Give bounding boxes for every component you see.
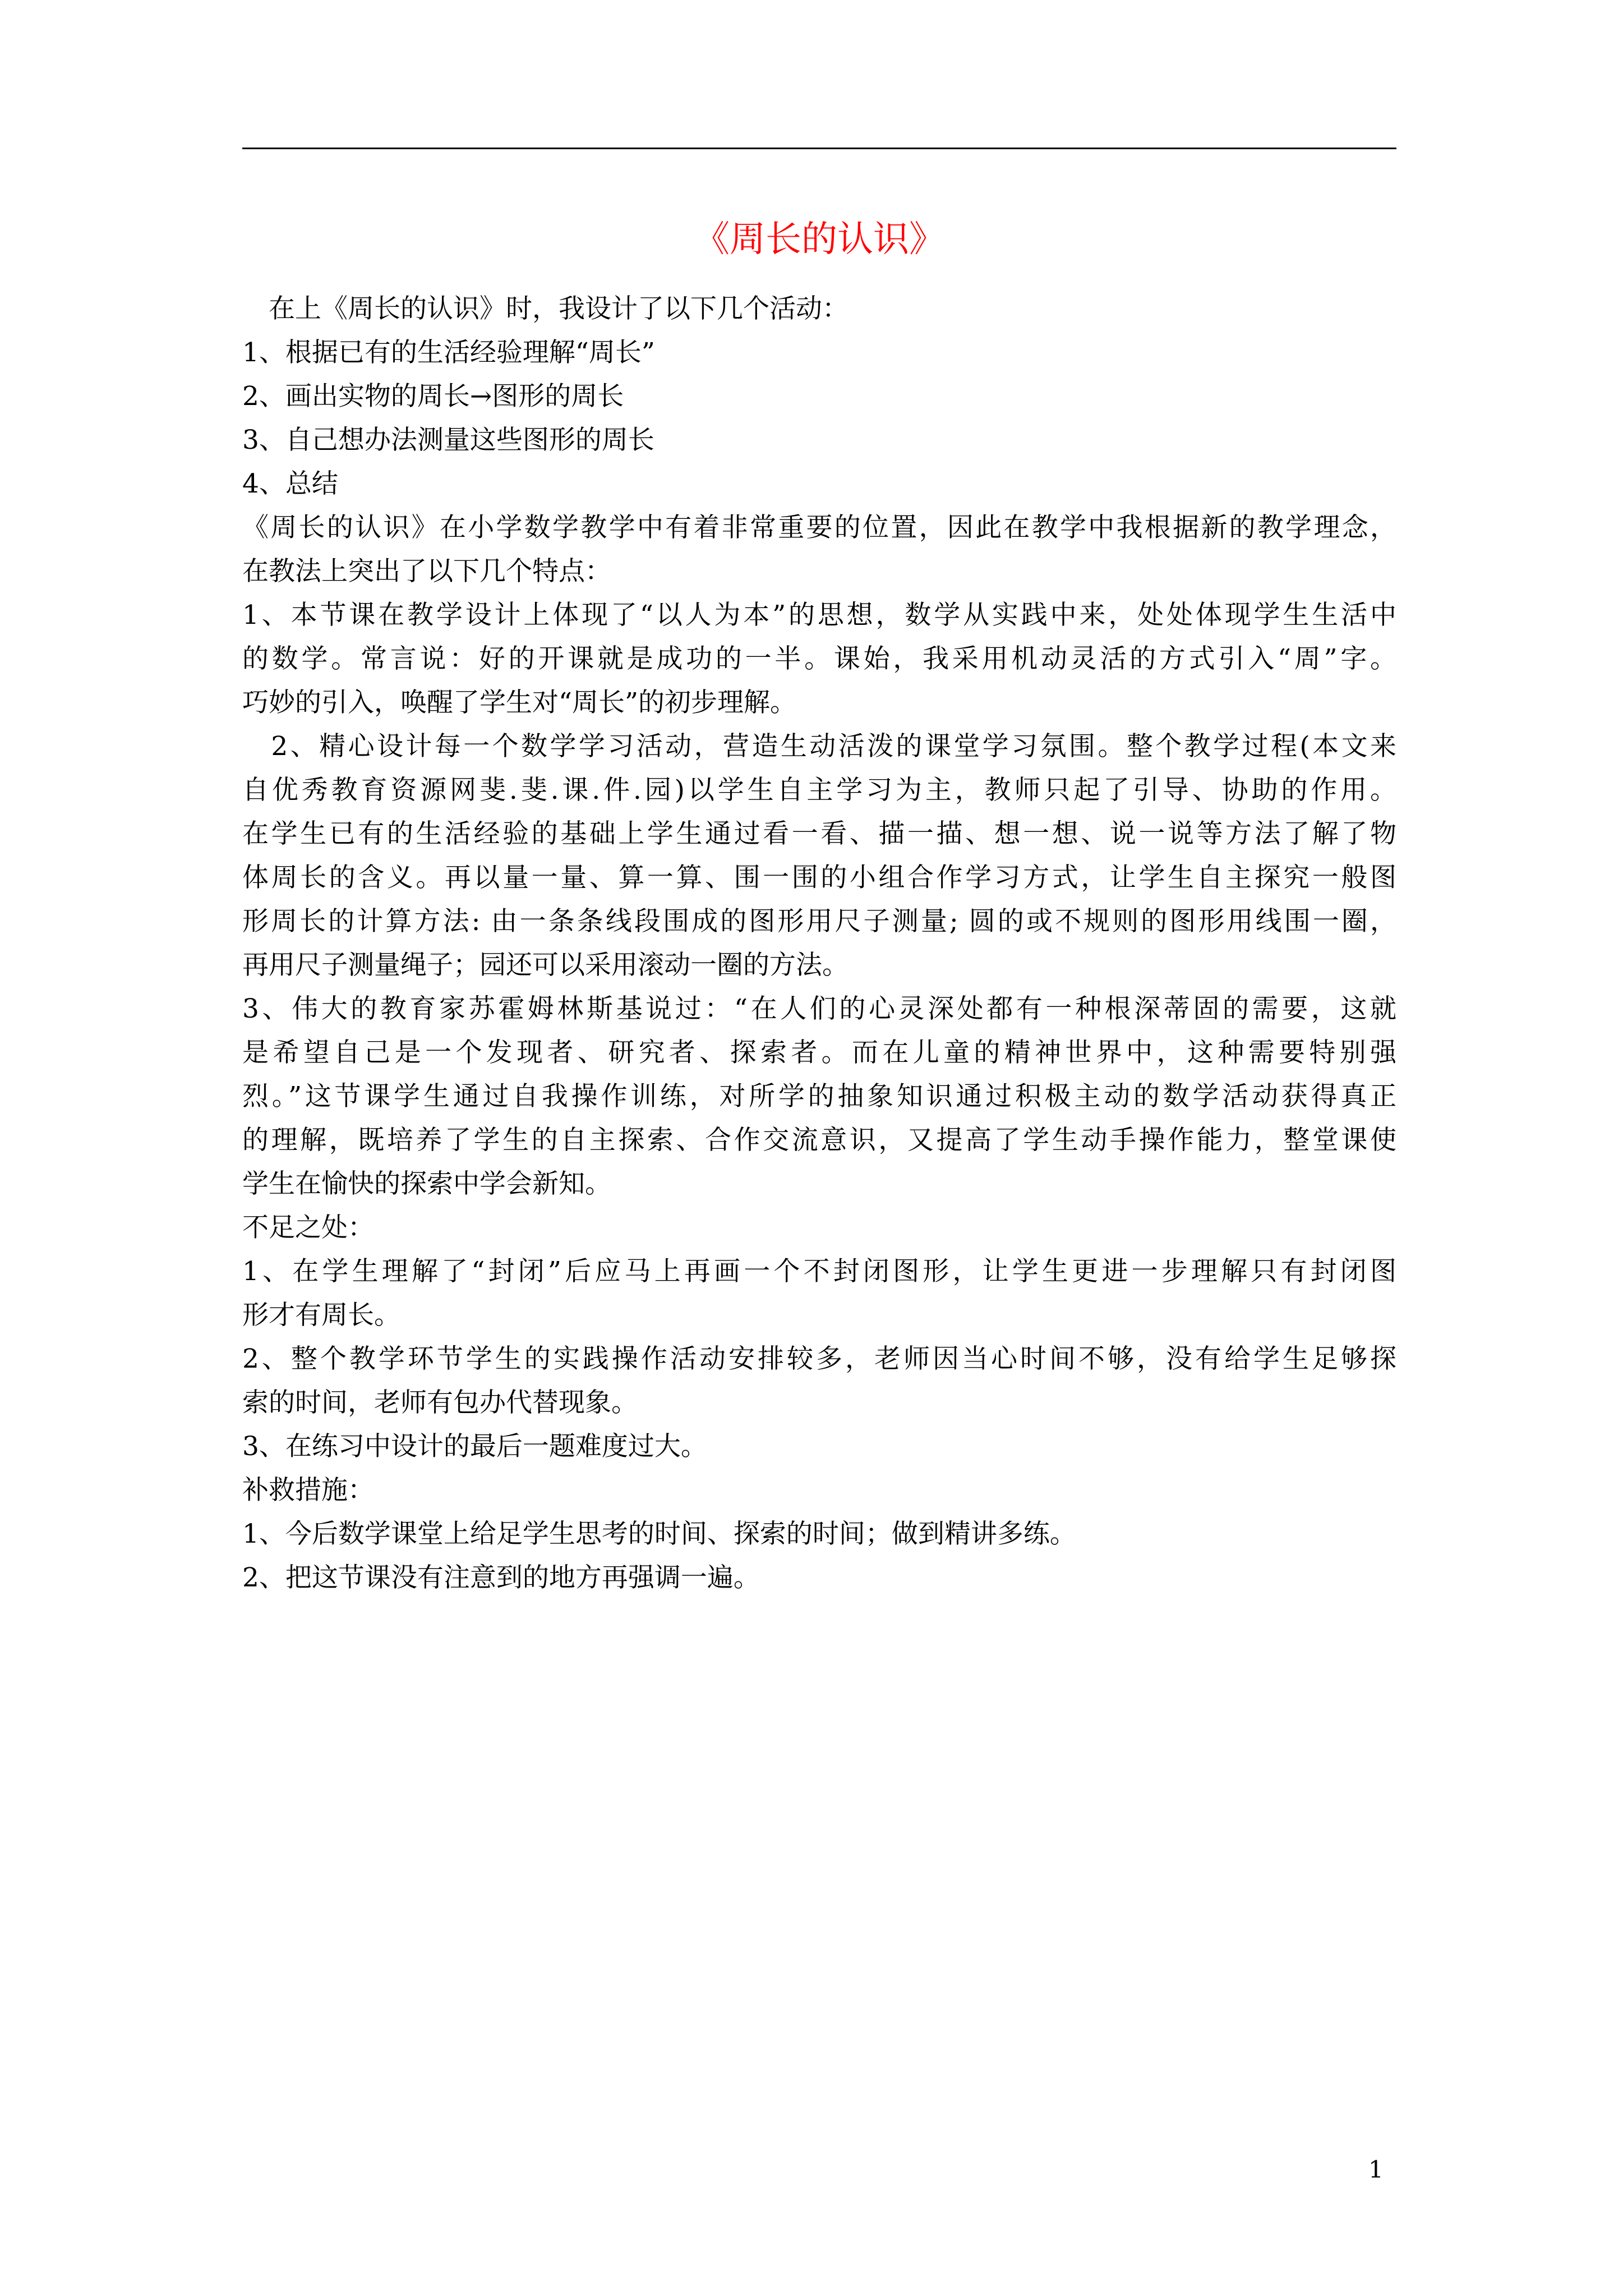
- document-title: 《周长的认识》: [694, 219, 945, 260]
- header-rule: [242, 148, 1396, 149]
- body-line: 在教法上突出了以下几个特点：: [242, 556, 611, 587]
- body-line: 体周长的含义。再以量一量、算一算、围一围的小组合作学习方式，让学生自主探究一般图: [242, 862, 1396, 893]
- body-line: 1、根据已有的生活经验理解“周长”: [242, 337, 655, 368]
- body-line: 学生在愉快的探索中学会新知。: [242, 1168, 611, 1199]
- body-line: 2、画出实物的周长→图形的周长: [242, 381, 624, 412]
- body-line: 烈。”这节课学生通过自我操作训练，对所学的抽象知识通过积极主动的数学活动获得真正: [242, 1081, 1396, 1112]
- body-line: 形周长的计算方法: 由一条条线段围成的图形用尺子测量; 圆的或不规则的图形用线围一圈，: [242, 906, 1396, 937]
- body-line: 2、把这节课没有注意到的地方再强调一遍。: [242, 1562, 760, 1593]
- body-line: 3、伟大的教育家苏霍姆林斯基说过：“在人们的心灵深处都有一种根深蒂固的需要，这就: [242, 993, 1396, 1024]
- body-line: 2、整个教学环节学生的实践操作活动安排较多，老师因当心时间不够，没有给学生足够探: [242, 1343, 1396, 1374]
- body-line: 在学生已有的生活经验的基础上学生通过看一看、描一描、想一想、说一说等方法了解了物: [242, 818, 1396, 849]
- body-line: 索的时间，老师有包办代替现象。: [242, 1387, 638, 1418]
- body-line: 补救措施：: [242, 1475, 374, 1506]
- body-line: 1、本节课在教学设计上体现了“以人为本”的思想，数学从实践中来，处处体现学生生活中: [242, 600, 1396, 631]
- body-line: 再用尺子测量绳子；园还可以采用滚动一圈的方法。: [242, 950, 849, 981]
- body-line: 的理解，既培养了学生的自主探索、合作交流意识，又提高了学生动手操作能力，整堂课使: [242, 1125, 1396, 1156]
- body-line: 不足之处：: [242, 1212, 374, 1243]
- body-line: 4、总结: [242, 468, 338, 499]
- body-line: 2、精心设计每一个数学学习活动，营造生动活泼的课堂学习氛围。整个教学过程(本文来: [242, 731, 1396, 762]
- body-line: 《周长的认识》在小学数学教学中有着非常重要的位置，因此在教学中我根据新的教学理念，: [242, 512, 1396, 543]
- page-number: 1: [1368, 2156, 1384, 2183]
- body-line: 1、在学生理解了“封闭”后应马上再画一个不封闭图形，让学生更进一步理解只有封闭图: [242, 1256, 1396, 1287]
- body-line: 1、今后数学课堂上给足学生思考的时间、探索的时间；做到精讲多练。: [242, 1519, 1076, 1549]
- body-line: 在上《周长的认识》时，我设计了以下几个活动：: [242, 293, 849, 324]
- body-line: 3、自己想办法测量这些图形的周长: [242, 425, 654, 455]
- body-line: 的数学。常言说：好的开课就是成功的一半。课始，我采用机动灵活的方式引入“周”字。: [242, 643, 1396, 674]
- body-line: 形才有周长。: [242, 1300, 400, 1331]
- body-line: 自优秀教育资源网斐.斐.课.件.园)以学生自主学习为主，教师只起了引导、协助的作用。: [242, 775, 1396, 806]
- body-line: 是希望自己是一个发现者、研究者、探索者。而在儿童的精神世界中，这种需要特别强: [242, 1037, 1396, 1068]
- body-line: 3、在练习中设计的最后一题难度过大。: [242, 1431, 707, 1462]
- body-line: 巧妙的引入，唤醒了学生对“周长”的初步理解。: [242, 687, 797, 718]
